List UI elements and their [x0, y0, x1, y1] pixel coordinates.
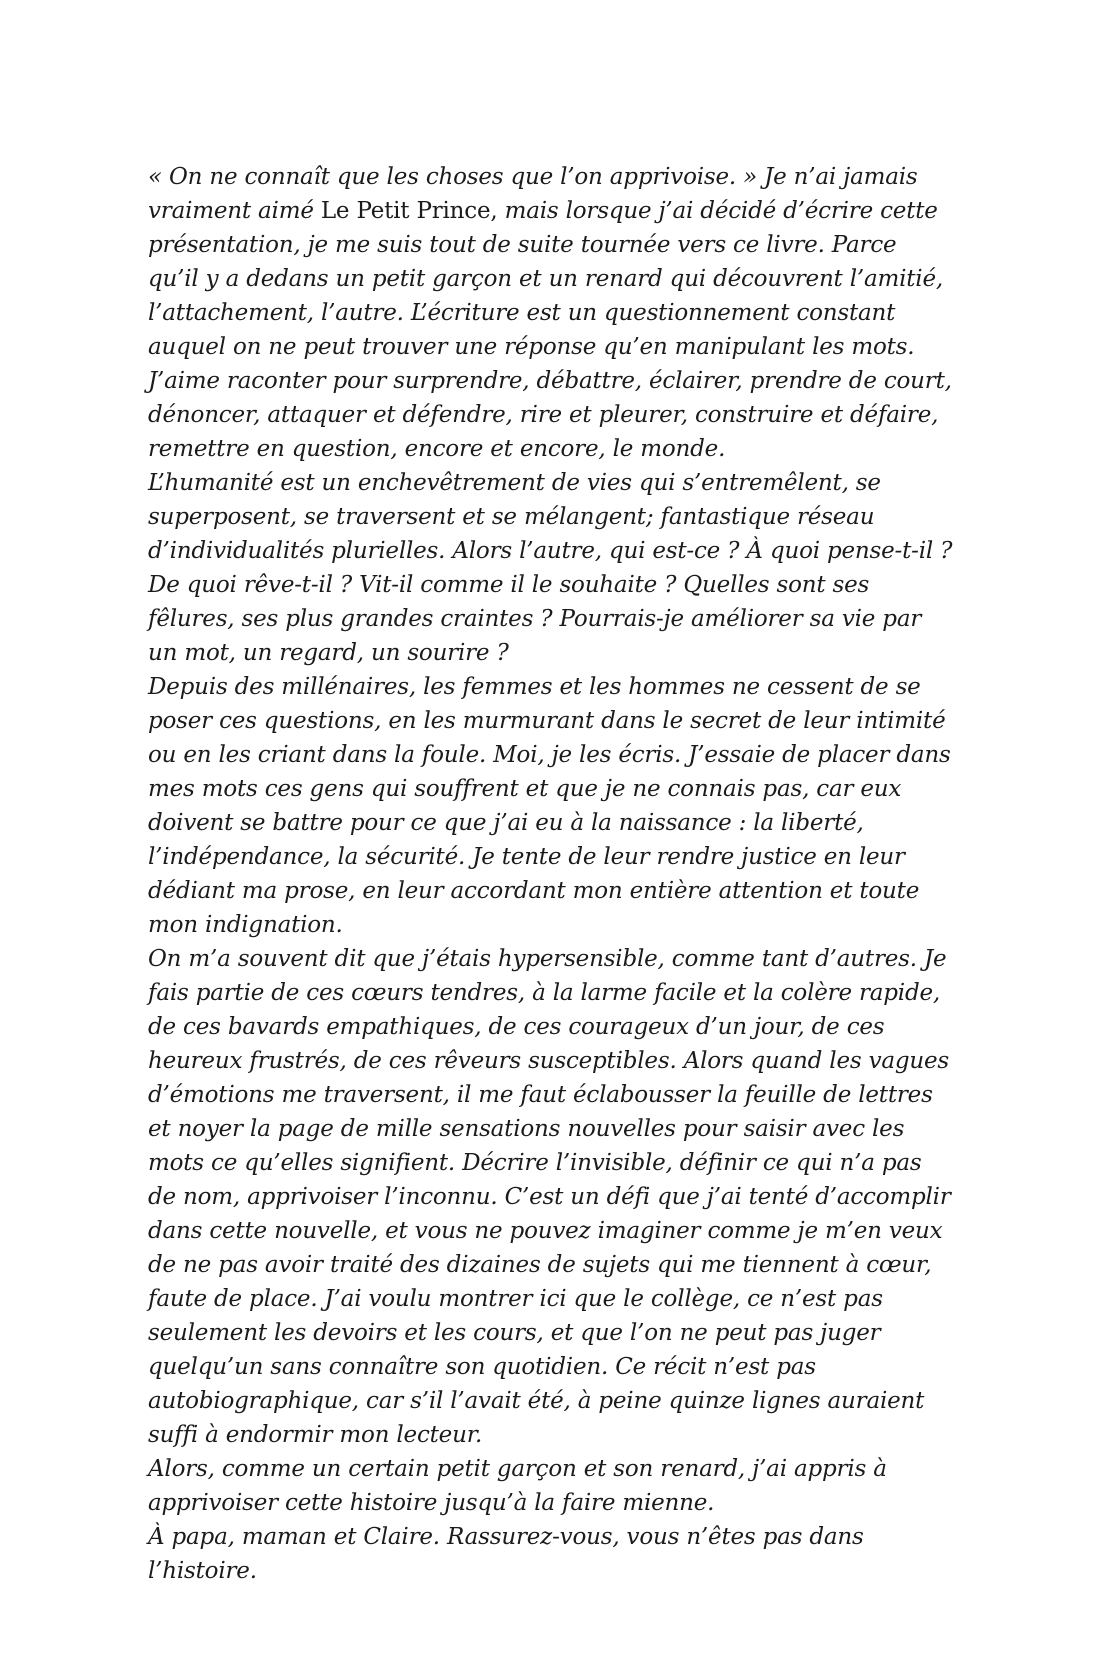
- preface-text-block: [148, 160, 954, 1588]
- paragraph: [148, 466, 954, 670]
- text-segment: À papa, maman et Claire. Rassurez-vous, vous n’êtes pas dans l’histoire.: [148, 1524, 864, 1584]
- paragraph: [148, 942, 954, 1452]
- paragraph: [148, 1520, 954, 1588]
- text-segment: Depuis des millénaires, les femmes et les hommes ne cessent de se poser ces questions, en les murmurant dans le secret de leur intimité ou en les criant dans la foule. Moi, je les écris. J’essaie de placer dans mes mots ces gens qui souffrent et que je ne connais pas, car eux doivent se battre pour ce que j’ai eu à la naissance : la liberté, l’indépendance, la sécurité. Je tente de leur rendre justice en leur dédiant ma prose, en leur accordant mon entière attention et toute mon indignation.: [148, 674, 951, 938]
- text-segment: L’humanité est un enchevêtrement de vies qui s’entremêlent, se superposent, se traversent et se mélangent; fantastique réseau d’individualités plurielles. Alors l’autre, qui est-ce ? À quoi pense-t-il ? De quoi rêve-t-il ? Vit-il comme il le souhaite ? Quelles sont ses fêlures, ses plus grandes craintes ? Pourrais-je améliorer sa vie par un mot, un regard, un sourire ?: [148, 470, 953, 666]
- text-segment: On m’a souvent dit que j’étais hypersensible, comme tant d’autres. Je fais partie de ces cœurs tendres, à la larme facile et la colère rapide, de ces bavards empathiques, de ces courageux d’un jour, de ces heureux frustrés, de ces rêveurs susceptibles. Alors quand les vagues d’émotions me traversent, il me faut éclabousser la feuille de lettres et noyer la page de mille sensations nouvelles pour saisir avec les mots ce qu’elles signifient. Décrire l’invisible, définir ce qui n’a pas de nom, apprivoiser l’inconnu. C’est un défi que j’ai tenté d’accomplir dans cette nouvelle, et vous ne pouvez imaginer comme je m’en veux de ne pas avoir traité des dizaines de sujets qui me tiennent à cœur, faute de place. J’ai voulu montrer ici que le collège, ce n’est pas seulement les devoirs et les cours, et que l’on ne peut pas juger quelqu’un sans connaître son quotidien. Ce récit n’est pas autobiographique, car s’il l’avait été, à peine quinze lignes auraient suffi à endormir mon lecteur.: [148, 946, 951, 1448]
- paragraph: [148, 160, 954, 466]
- text-segment: « On ne connaît que les choses que l’on apprivoise. » Je n’ai jamais vraiment aimé: [148, 164, 918, 224]
- paragraph: [148, 670, 954, 942]
- text-segment: mais lorsque j’ai décidé d’écrire cette présentation, je me suis tout de suite tournée vers ce livre. Parce qu’il y a dedans un petit garçon et un renard qui découvrent l’amitié, l’attachement, l’autre. L’écriture est un questionnement constant auquel on ne peut trouver une réponse qu’en manipulant les mots. J’aime raconter pour surprendre, débattre, éclairer, prendre de court, dénoncer, attaquer et défendre, rire et pleurer, construire et défaire, remettre en question, encore et encore, le monde.: [148, 198, 952, 462]
- paragraph: [148, 1452, 954, 1520]
- text-segment: Le Petit Prince,: [320, 198, 498, 224]
- text-segment: Alors, comme un certain petit garçon et son renard, j’ai appris à apprivoiser cette histoire jusqu’à la faire mienne.: [148, 1456, 887, 1516]
